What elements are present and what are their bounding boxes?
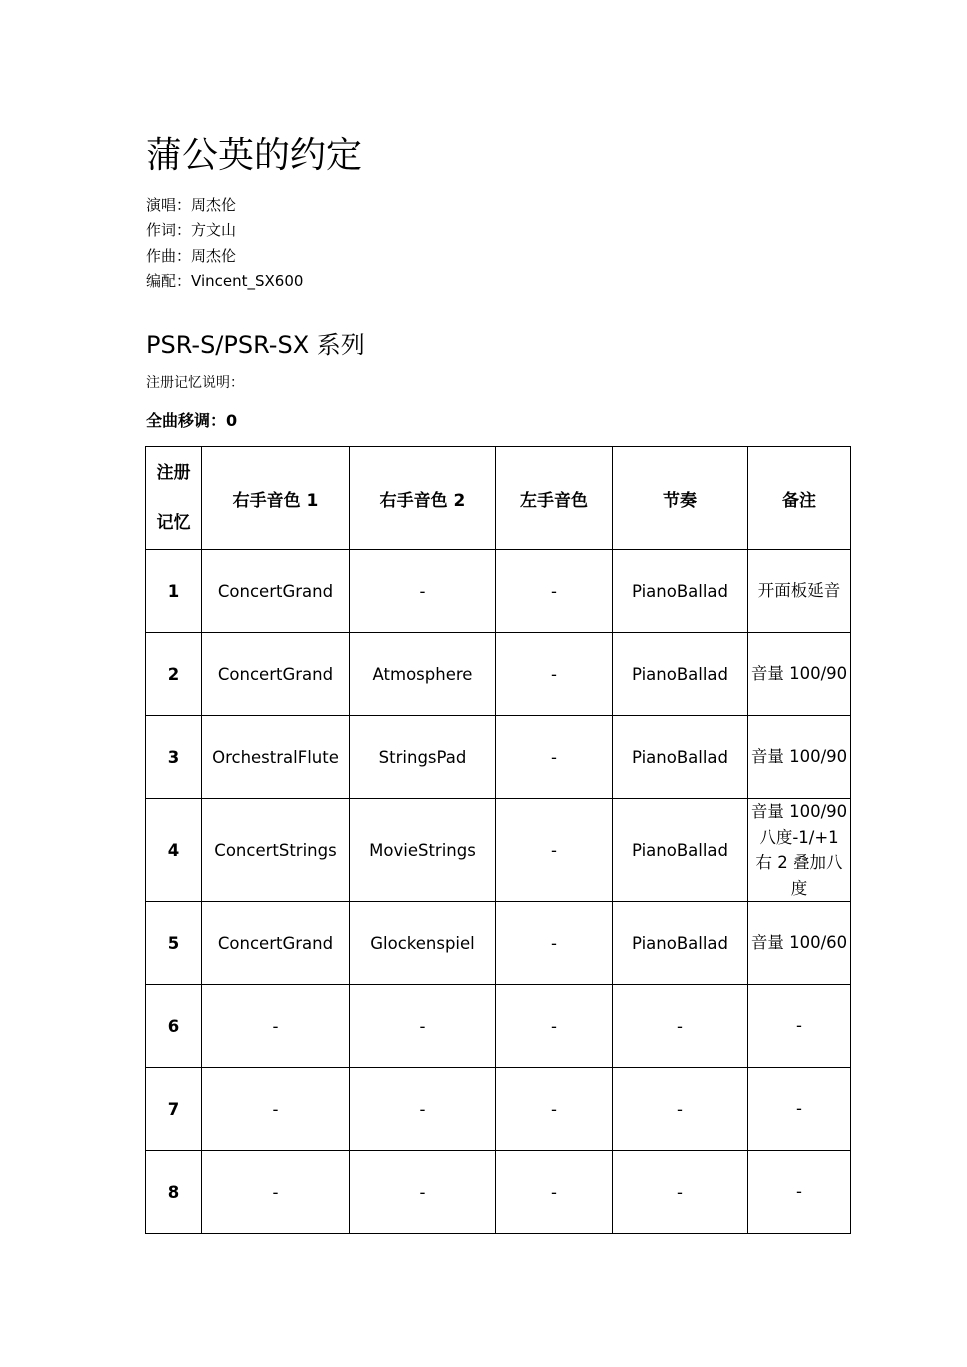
transpose-note: 全曲移调：0 bbox=[146, 411, 238, 430]
header-right-voice-1: 右手音色 1 bbox=[202, 447, 350, 550]
memory-number-cell: 3 bbox=[146, 716, 202, 799]
composer-line bbox=[146, 244, 303, 269]
table-row bbox=[146, 902, 851, 985]
arranger-value: Vincent_SX600 bbox=[191, 271, 304, 290]
note-line: - bbox=[796, 1182, 802, 1202]
style-cell: - bbox=[613, 1068, 748, 1151]
left-voice-cell: - bbox=[496, 902, 613, 985]
style-cell: PianoBallad bbox=[613, 716, 748, 799]
table-header-row bbox=[146, 447, 851, 550]
note-line: 音量 100/90 bbox=[750, 664, 848, 684]
right-voice-2-cell: StringsPad bbox=[350, 716, 496, 799]
right-voice-2-cell: - bbox=[350, 550, 496, 633]
memory-number-cell: 7 bbox=[146, 1068, 202, 1151]
notes-cell bbox=[748, 1068, 851, 1151]
style-cell: PianoBallad bbox=[613, 633, 748, 716]
right-voice-1-cell: ConcertGrand bbox=[202, 550, 350, 633]
style-cell: PianoBallad bbox=[613, 799, 748, 902]
singer-line bbox=[146, 193, 303, 218]
style-cell: - bbox=[613, 985, 748, 1068]
table-body bbox=[146, 550, 851, 1234]
lyricist-line bbox=[146, 218, 303, 243]
right-voice-2-cell: - bbox=[350, 1068, 496, 1151]
memory-number-cell: 1 bbox=[146, 550, 202, 633]
header-right-voice-2: 右手音色 2 bbox=[350, 447, 496, 550]
memory-number-cell: 4 bbox=[146, 799, 202, 902]
left-voice-cell: - bbox=[496, 985, 613, 1068]
series-heading: PSR-S/PSR-SX 系列 bbox=[146, 331, 365, 359]
header-memory-line2: 记忆 bbox=[156, 513, 191, 533]
right-voice-1-cell: ConcertStrings bbox=[202, 799, 350, 902]
singer-label: 演唱： bbox=[146, 196, 192, 214]
table-row bbox=[146, 985, 851, 1068]
style-cell: - bbox=[613, 1151, 748, 1234]
composer-value: 周杰伦 bbox=[191, 246, 237, 265]
header-style: 节奏 bbox=[613, 447, 748, 550]
note-line: 八度-1/+1 bbox=[759, 827, 839, 847]
note-line: 开面板延音 bbox=[757, 581, 841, 601]
right-voice-1-cell: ConcertGrand bbox=[202, 633, 350, 716]
memory-number-cell: 8 bbox=[146, 1151, 202, 1234]
header-notes: 备注 bbox=[748, 447, 851, 550]
notes-cell bbox=[748, 716, 851, 799]
memory-number-cell: 5 bbox=[146, 902, 202, 985]
right-voice-1-cell: - bbox=[202, 1068, 350, 1151]
left-voice-cell: - bbox=[496, 550, 613, 633]
right-voice-1-cell: - bbox=[202, 1151, 350, 1234]
right-voice-2-cell: - bbox=[350, 1151, 496, 1234]
song-title: 蒲公英的约定 bbox=[146, 135, 363, 176]
note-line: - bbox=[796, 1016, 802, 1036]
note-line: 音量 100/90 bbox=[750, 802, 848, 821]
header-memory-line1: 注册 bbox=[156, 463, 191, 483]
right-voice-1-cell: - bbox=[202, 985, 350, 1068]
memory-number-cell: 6 bbox=[146, 985, 202, 1068]
registration-description: 注册记忆说明： bbox=[146, 375, 244, 391]
note-line: 右 2 叠加八度 bbox=[755, 853, 843, 898]
table-row bbox=[146, 799, 851, 902]
right-voice-2-cell: Glockenspiel bbox=[350, 902, 496, 985]
lyricist-value: 方文山 bbox=[191, 221, 237, 240]
note-line: - bbox=[796, 1099, 802, 1119]
notes-cell bbox=[748, 633, 851, 716]
right-voice-2-cell: MovieStrings bbox=[350, 799, 496, 902]
lyricist-label: 作词： bbox=[146, 221, 192, 240]
notes-cell bbox=[748, 799, 851, 902]
table-row bbox=[146, 1068, 851, 1151]
table-row bbox=[146, 1151, 851, 1234]
style-cell: PianoBallad bbox=[613, 550, 748, 633]
note-line: 音量 100/90 bbox=[750, 747, 848, 767]
left-voice-cell: - bbox=[496, 716, 613, 799]
right-voice-2-cell: Atmosphere bbox=[350, 633, 496, 716]
right-voice-1-cell: OrchestralFlute bbox=[202, 716, 350, 799]
left-voice-cell: - bbox=[496, 799, 613, 902]
notes-cell bbox=[748, 902, 851, 985]
left-voice-cell: - bbox=[496, 633, 613, 716]
song-meta bbox=[146, 193, 303, 294]
right-voice-2-cell: - bbox=[350, 985, 496, 1068]
header-left-voice: 左手音色 bbox=[496, 447, 613, 550]
style-cell: PianoBallad bbox=[613, 902, 748, 985]
notes-cell bbox=[748, 550, 851, 633]
registration-table bbox=[145, 446, 851, 1234]
note-line: 音量 100/60 bbox=[750, 933, 848, 953]
table-row bbox=[146, 550, 851, 633]
notes-cell bbox=[748, 985, 851, 1068]
right-voice-1-cell: ConcertGrand bbox=[202, 902, 350, 985]
table-row bbox=[146, 716, 851, 799]
memory-number-cell: 2 bbox=[146, 633, 202, 716]
header-memory bbox=[146, 447, 202, 550]
table-row bbox=[146, 633, 851, 716]
arranger-line bbox=[146, 269, 303, 294]
singer-value: 周杰伦 bbox=[191, 196, 237, 214]
left-voice-cell: - bbox=[496, 1068, 613, 1151]
arranger-label: 编配： bbox=[146, 271, 192, 290]
left-voice-cell: - bbox=[496, 1151, 613, 1234]
composer-label: 作曲： bbox=[146, 246, 192, 265]
notes-cell bbox=[748, 1151, 851, 1234]
